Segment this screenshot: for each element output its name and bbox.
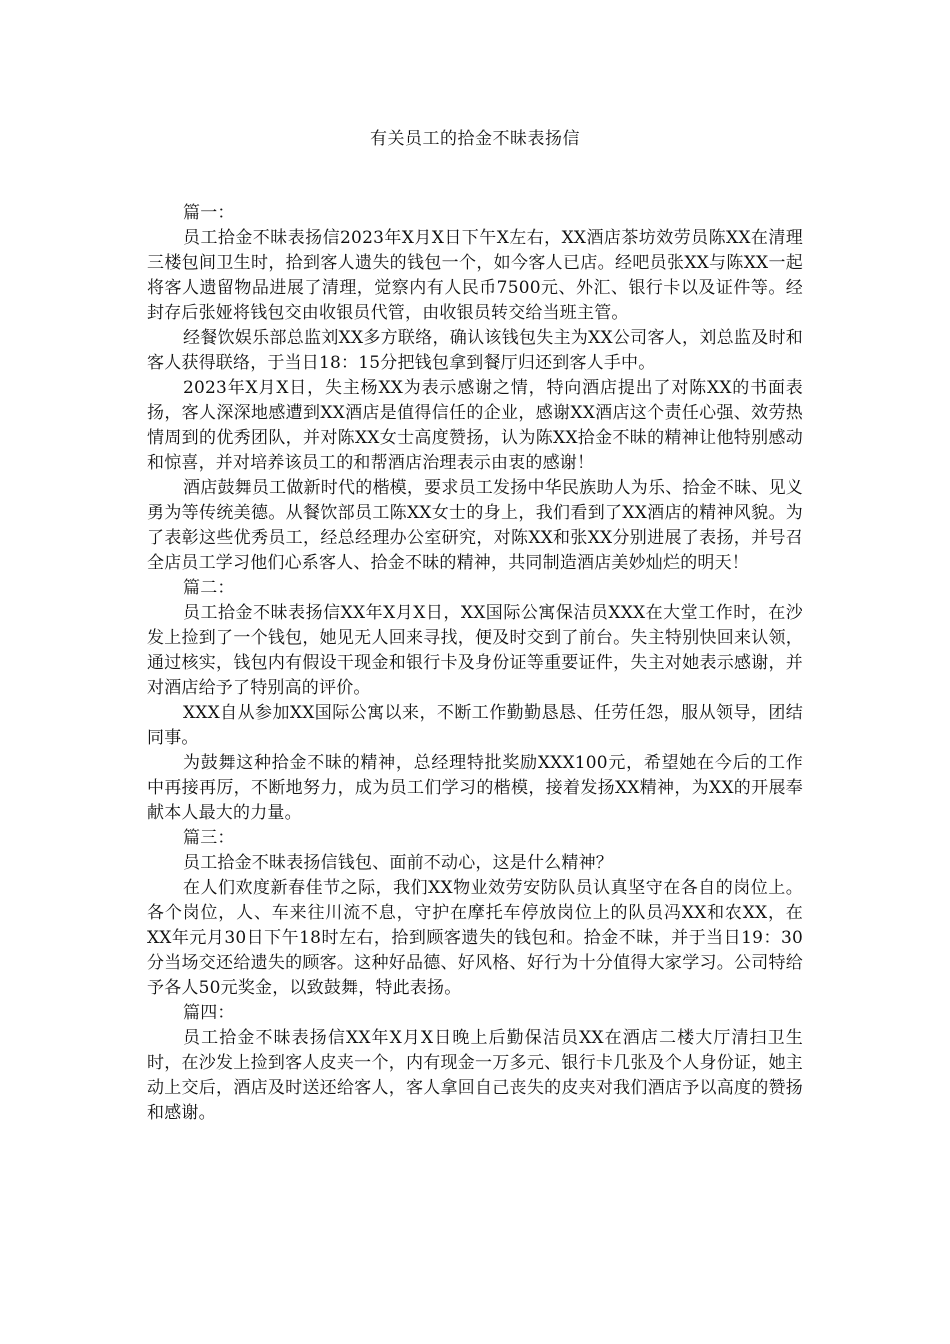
section-heading-4: 篇四： — [183, 1003, 235, 1023]
section-heading-1: 篇一： — [183, 203, 235, 223]
paragraph: 2023年X月X日，失主杨XX为表示感谢之情，特向酒店提出了对陈XX的书面表扬，客人深深地感遭到XX酒店是值得信任的企业，感谢XX酒店这个责任心强、效劳热情周到的优秀团队，并对陈XX女士高度赞扬，认为陈XX拾金不昧的精神让他特别感动和惊喜，并对培养该员工的和帮酒店治理表示由衷的感谢！ — [147, 378, 803, 473]
section-heading-3: 篇三： — [183, 828, 235, 848]
document-body — [147, 201, 803, 1126]
section-heading-2: 篇二： — [183, 578, 235, 598]
paragraph: 在人们欢度新春佳节之际，我们XX物业效劳安防队员认真坚守在各自的岗位上。各个岗位，人、车来往川流不息，守护在摩托车停放岗位上的队员冯XX和农XX，在XX年元月30日下午18时左右，拾到顾客遗失的钱包和。拾金不昧，并于当日19：30分当场交还给遗失的顾客。这种好品德、好风格、好行为十分值得大家学习。公司特给予各人50元奖金，以致鼓舞，特此表扬。 — [147, 878, 803, 998]
paragraph: 经餐饮娱乐部总监刘XX多方联络，确认该钱包失主为XX公司客人，刘总监及时和客人获得联络，于当日18：15分把钱包拿到餐厅归还到客人手中。 — [147, 328, 803, 373]
paragraph: 员工拾金不昧表扬信XX年X月X日晚上后勤保洁员XX在酒店二楼大厅清扫卫生时，在沙发上捡到客人皮夹一个，内有现金一万多元、银行卡几张及个人身份证，她主动上交后，酒店及时送还给客人，客人拿回自己丧失的皮夹对我们酒店予以高度的赞扬和感谢。 — [147, 1028, 803, 1123]
document-title: 有关员工的拾金不昧表扬信 — [370, 129, 580, 149]
paragraph: 员工拾金不昧表扬信钱包、面前不动心，这是什么精神？ — [183, 853, 613, 873]
paragraph: 员工拾金不昧表扬信2023年X月X日下午X左右，XX酒店茶坊效劳员陈XX在清理三楼包间卫生时，拾到客人遗失的钱包一个，如今客人已店。经吧员张XX与陈XX一起将客人遗留物品进展了清理，觉察内有人民币7500元、外汇、银行卡以及证件等。经封存后张娅将钱包交由收银员代管，由收银员转交给当班主管。 — [147, 228, 803, 323]
paragraph: 酒店鼓舞员工做新时代的楷模，要求员工发扬中华民族助人为乐、拾金不昧、见义勇为等传统美德。从餐饮部员工陈XX女士的身上，我们看到了XX酒店的精神风貌。为了表彰这些优秀员工，经总经理办公室研究，对陈XX和张XX分别进展了表扬，并号召全店员工学习他们心系客人、拾金不昧的精神，共同制造酒店美妙灿烂的明天！ — [147, 478, 803, 573]
paragraph: XXX自从参加XX国际公寓以来，不断工作勤勤恳恳、任劳任怨，服从领导，团结同事。 — [147, 703, 803, 748]
paragraph: 为鼓舞这种拾金不昧的精神，总经理特批奖励XXX100元，希望她在今后的工作中再接再厉，不断地努力，成为员工们学习的楷模，接着发扬XX精神，为XX的开展奉献本人最大的力量。 — [147, 753, 803, 823]
paragraph: 员工拾金不昧表扬信XX年X月X日，XX国际公寓保洁员XXX在大堂工作时，在沙发上捡到了一个钱包，她见无人回来寻找，便及时交到了前台。失主特别快回来认领，通过核实，钱包内有假设干现金和银行卡及身份证等重要证件，失主对她表示感谢，并对酒店给予了特别高的评价。 — [147, 603, 803, 698]
